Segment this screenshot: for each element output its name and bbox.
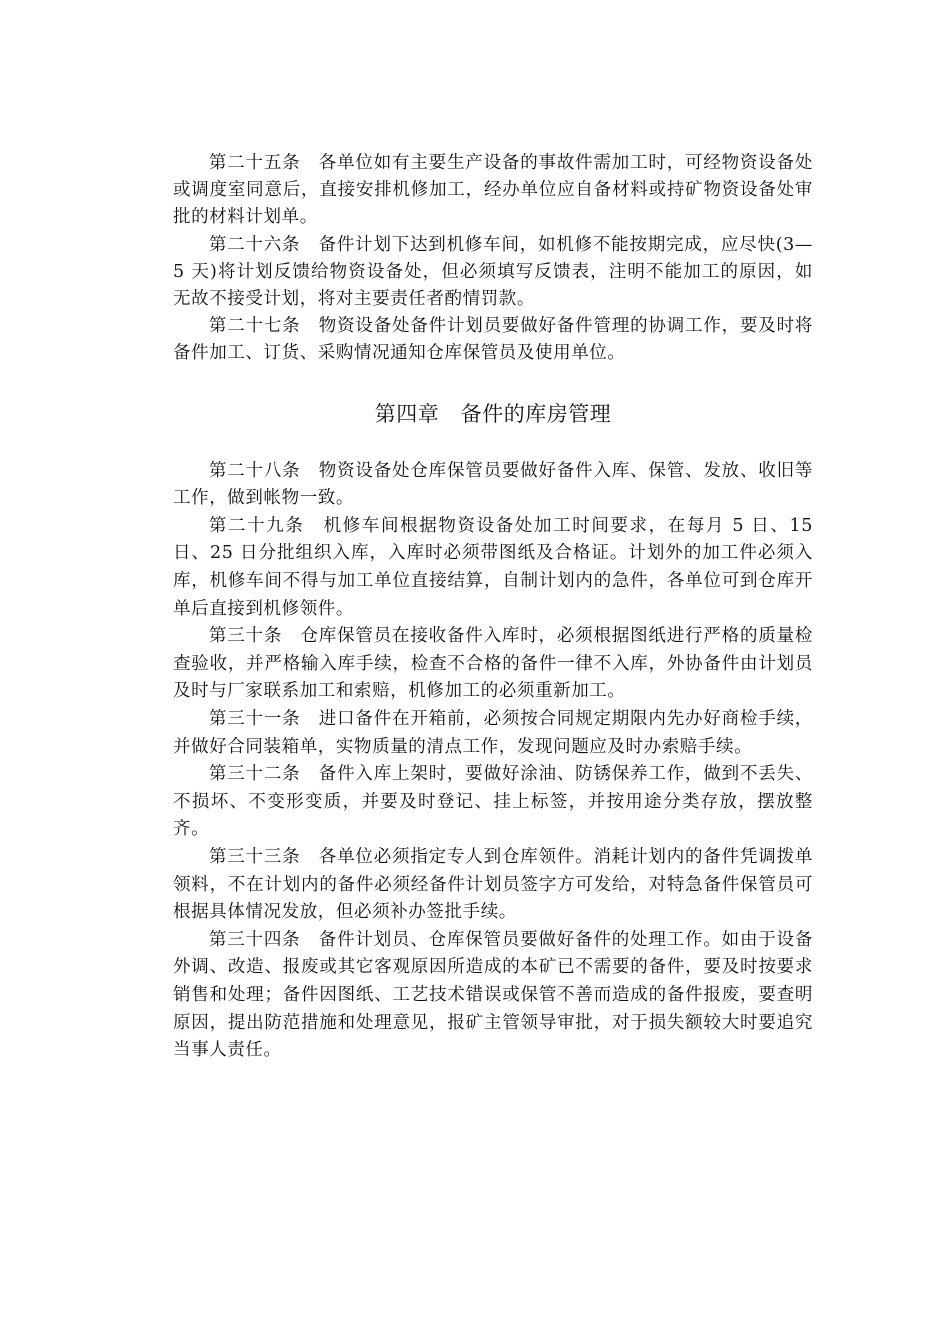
article-28: 第二十八条 物资设备处仓库保管员要做好备件入库、保管、发放、收旧等工作，做到帐物一致。 — [173, 460, 813, 509]
article-27: 第二十七条 物资设备处备件计划员要做好备件管理的协调工作，要及时将备件加工、订货、采购情况通知仓库保管员及使用单位。 — [173, 316, 813, 364]
chapter-title: 第四章 备件的库房管理 — [374, 401, 612, 426]
articles-chapter-four — [173, 458, 813, 1065]
article-26: 第二十六条 备件计划下达到机修车间，如机修不能按期完成，应尽快(3—5 天)将计划反馈给物资设备处，但必须填写反馈表，注明不能加工的原因，如无故不接受计划，将对主要责任者酌情罚款。 — [173, 234, 813, 310]
article-33: 第三十三条 各单位必须指定专人到仓库领件。消耗计划内的备件凭调拨单领料，不在计划内的备件必须经备件计划员签字方可发给，对特急备件保管员可根据具体情况发放，但必须补办签批手续。 — [173, 846, 813, 923]
article-31: 第三十一条 进口备件在开箱前，必须按合同规定期限内先办好商检手续，并做好合同装箱单，实物质量的清点工作，发现问题应及时办索赔手续。 — [173, 708, 813, 757]
article-32: 第三十二条 备件入库上架时，要做好涂油、防锈保养工作，做到不丢失、不损坏、不变形变质，并要及时登记、挂上标签，并按用途分类存放，摆放整齐。 — [173, 764, 813, 840]
document-page — [173, 150, 813, 1065]
article-29: 第二十九条 机修车间根据物资设备处加工时间要求，在每月 5 日、15 日、25 日分批组织入库，入库时必须带图纸及合格证。计划外的加工件必须入库，机修车间不得与加工单位直接结算，自制计划内的急件，各单位可到仓库开单后直接到机修领件。 — [173, 515, 813, 619]
article-25: 第二十五条 各单位如有主要生产设备的事故件需加工时，可经物资设备处或调度室同意后，直接安排机修加工，经办单位应自备材料或持矿物资设备处审批的材料计划单。 — [173, 153, 813, 228]
article-30: 第三十条 仓库保管员在接收备件入库时，必须根据图纸进行严格的质量检查验收，并严格输入库手续，检查不合格的备件一律不入库，外协备件由计划员及时与厂家联系加工和索赔，机修加工的必须重新加工。 — [173, 626, 813, 702]
article-34: 第三十四条 备件计划员、仓库保管员要做好备件的处理工作。如由于设备外调、改造、报废或其它客观原因所造成的本矿已不需要的备件，要及时按要求销售和处理；备件因图纸、工艺技术错误或保管不善而造成的备件报废，要查明原因，提出防范措施和处理意见，报矿主管领导审批，对于损失额较大时要追究当事人责任。 — [173, 929, 813, 1061]
articles-before-chapter — [173, 150, 813, 368]
